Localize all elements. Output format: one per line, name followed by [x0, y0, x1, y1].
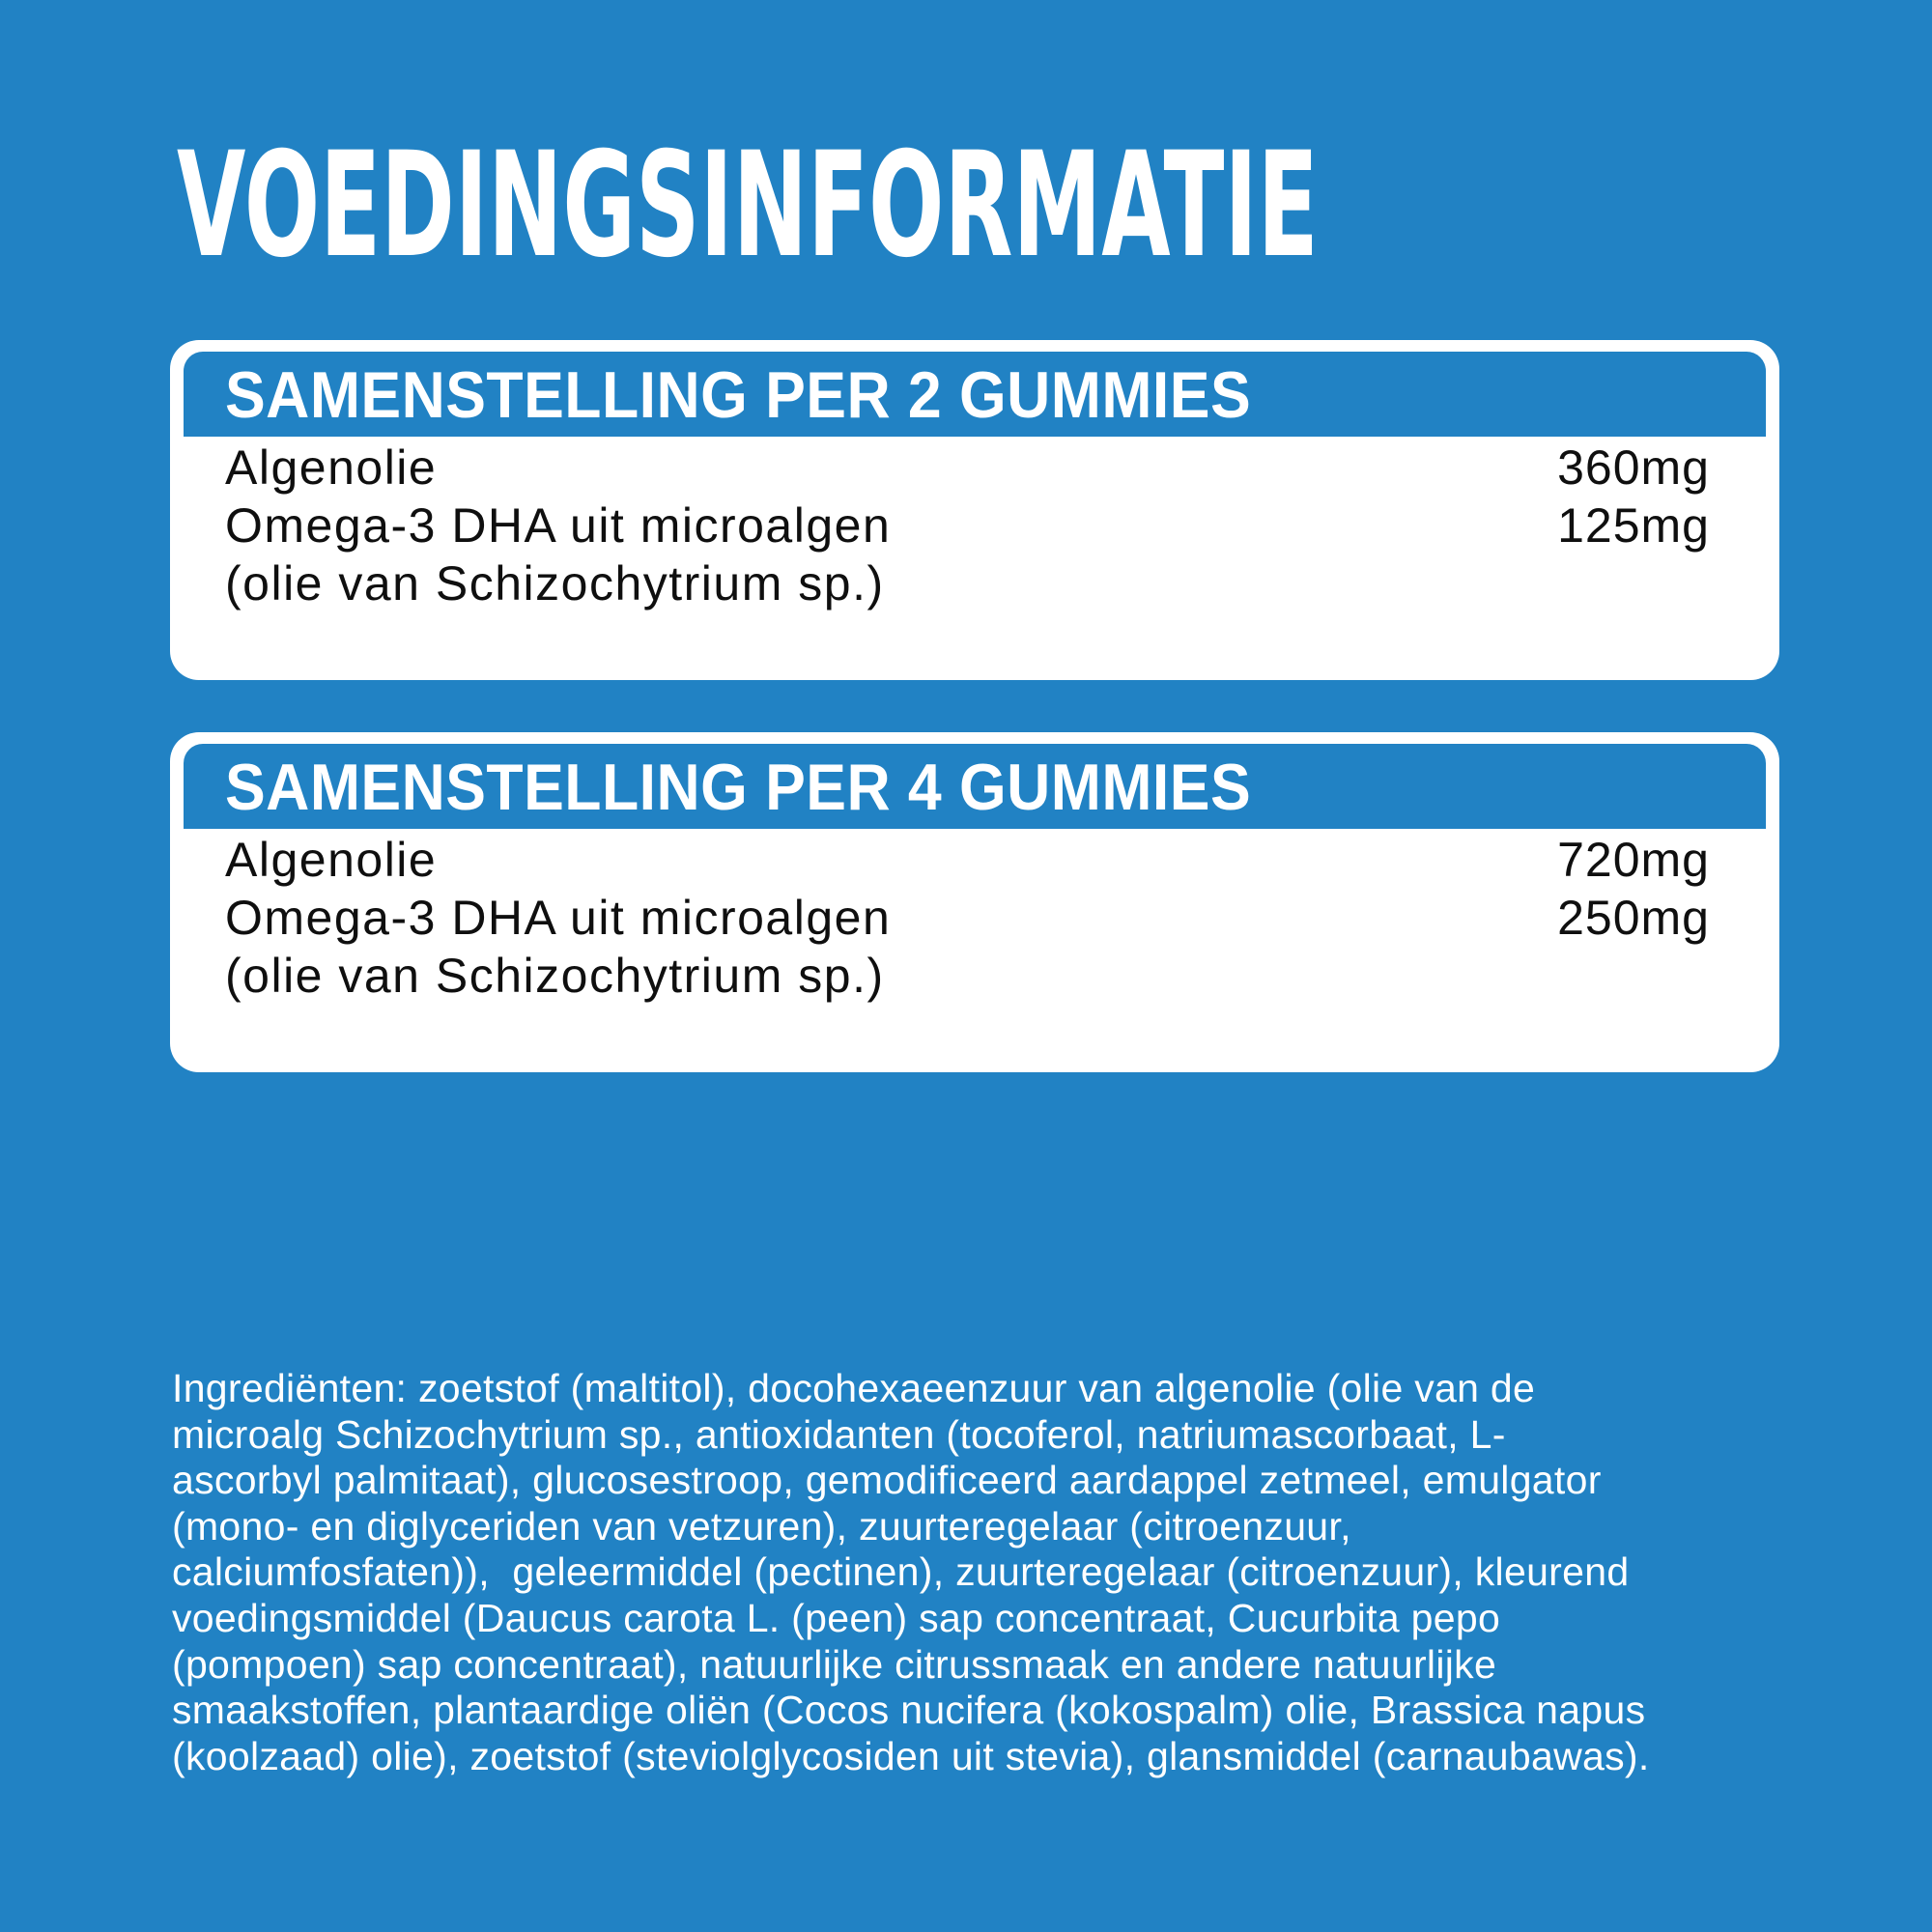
card-header-title: SAMENSTELLING PER 2 GUMMIES	[225, 358, 1252, 432]
nutrient-value: 250mg	[1557, 891, 1710, 945]
nutrient-row	[225, 497, 1710, 554]
ingredients-line: (koolzaad) olie), zoetstof (steviolglycosiden uit stevia), glansmiddel (carnaubawas).	[172, 1733, 1650, 1778]
nutrient-value: 720mg	[1557, 833, 1710, 887]
page-title: VOEDINGSINFORMATIE	[177, 122, 1319, 290]
card-body	[225, 439, 1710, 612]
ingredients-line: (mono- en diglyceriden van vetzuren), zuurteregelaar (citroenzuur,	[172, 1503, 1351, 1548]
card-header-bar	[184, 352, 1766, 437]
ingredients-paragraph	[172, 1366, 1650, 1779]
composition-card-per-4-gummies	[170, 732, 1779, 1072]
ingredients-line: microalg Schizochytrium sp., antioxidanten (tocoferol, natriumascorbaat, L-	[172, 1411, 1506, 1457]
ingredients-line: ascorbyl palmitaat), glucosestroop, gemodificeerd aardappel zetmeel, emulgator	[172, 1458, 1602, 1503]
card-header-bar	[184, 744, 1766, 829]
nutrient-value: 360mg	[1557, 440, 1710, 495]
nutrient-row	[225, 831, 1710, 889]
nutrient-label: Omega-3 DHA uit microalgen	[225, 891, 892, 945]
card-header-title: SAMENSTELLING PER 4 GUMMIES	[225, 751, 1252, 824]
nutrient-label: Omega-3 DHA uit microalgen	[225, 498, 892, 553]
nutrient-row	[225, 889, 1710, 947]
ingredients-line: Ingrediënten: zoetstof (maltitol), docohexaeenzuur van algenolie (olie van de	[172, 1366, 1536, 1410]
nutrient-row	[225, 439, 1710, 497]
composition-card-per-2-gummies	[170, 340, 1779, 680]
nutrient-label: Algenolie	[225, 833, 438, 887]
nutrient-value: 125mg	[1557, 498, 1710, 553]
nutrient-label: Algenolie	[225, 440, 438, 495]
ingredients-line: calciumfosfaten)), geleermiddel (pectinen), zuurteregelaar (citroenzuur), kleurend	[172, 1549, 1630, 1595]
card-body	[225, 831, 1710, 1005]
nutrient-label: (olie van Schizochytrium sp.)	[225, 556, 885, 611]
ingredients-line: (pompoen) sap concentraat), natuurlijke citrussmaak en andere natuurlijke	[172, 1641, 1497, 1687]
ingredients-line: voedingsmiddel (Daucus carota L. (peen) sap concentraat, Cucurbita pepo	[172, 1595, 1501, 1640]
ingredients-line: smaakstoffen, plantaardige oliën (Cocos nucifera (kokospalm) olie, Brassica napus	[172, 1688, 1646, 1733]
nutrient-row	[225, 947, 1710, 1005]
nutrient-label: (olie van Schizochytrium sp.)	[225, 949, 885, 1003]
nutrient-row	[225, 554, 1710, 612]
